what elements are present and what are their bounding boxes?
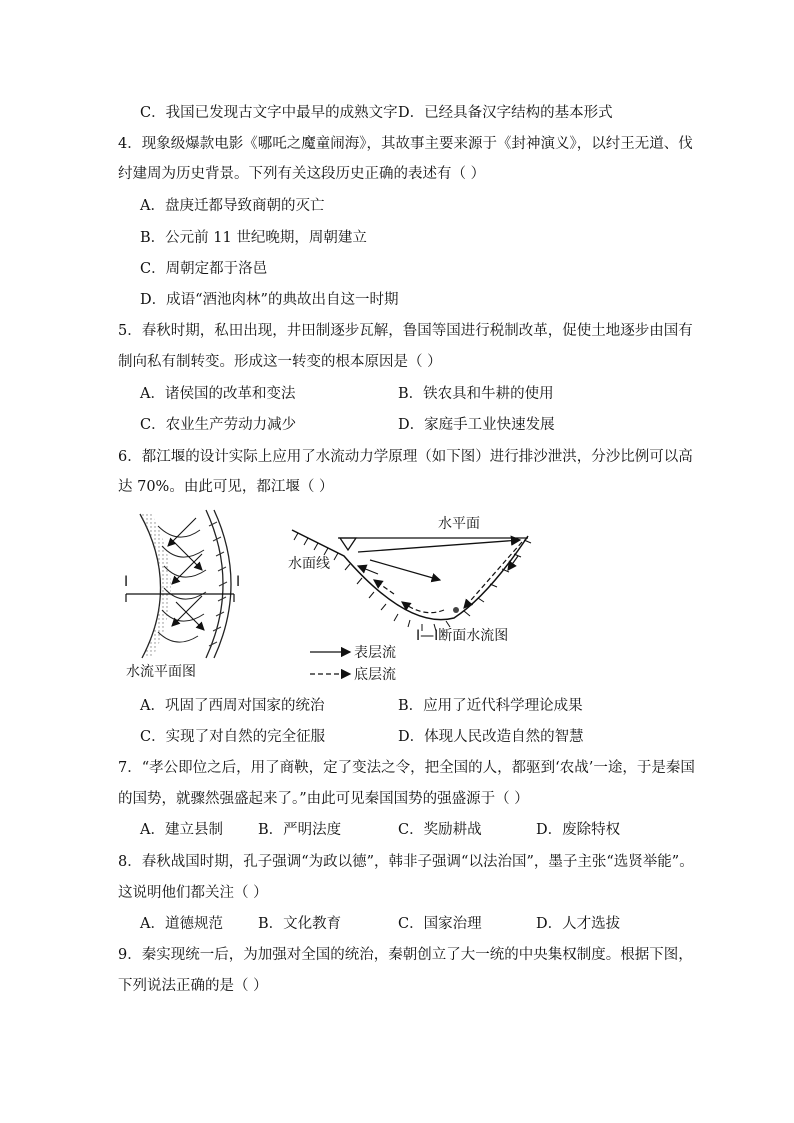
q5-option-a: A．诸侯国的改革和变法 [140, 386, 296, 402]
q3-option-c: C．我国已发现古文字中最早的成熟文字 [140, 105, 398, 121]
q5-option-d: D．家庭手工业快速发展 [398, 417, 555, 433]
q9-stem-line1: 9．秦实现统一后，为加强对全国的统治，秦朝创立了大一统的中央集权制度。根据下图， [118, 947, 693, 963]
plan-marker-right: I [236, 574, 241, 590]
q7-option-b: B．严明法度 [258, 822, 342, 838]
q4-stem-line1: 4．现象级爆款电影《哪吒之魔童闹海》，其故事主要来源于《封神演义》，以纣王无道、伐 [118, 136, 693, 152]
q6-option-c: C．实现了对自然的完全征服 [140, 729, 326, 745]
cross-section-diagram [288, 515, 531, 683]
q8-option-c: C．国家治理 [398, 916, 482, 932]
q7-option-c: C．奖励耕战 [398, 822, 482, 838]
q8-stem-line1: 8．春秋战国时期，孔子强调“为政以德”，韩非子强调“以法治国”，墨子主张“选贤举能”。 [118, 854, 694, 870]
q4-option-c: C．周朝定都于洛邑 [140, 261, 268, 277]
q6-option-a: A．巩固了西周对国家的统治 [140, 698, 325, 714]
q7-stem-line1: 7．“孝公即位之后，用了商鞅，定了变法之令，把全国的人，都驱到‘农战’一途，于是秦国 [118, 760, 695, 776]
q6-option-b: B．应用了近代科学理论成果 [398, 698, 583, 714]
q4-option-a: A．盘庚迁都导致商朝的灭亡 [140, 198, 325, 214]
q4-stem-line2: 纣建周为历史背景。下列有关这段历史正确的表述有（ ） [118, 166, 486, 182]
section-caption: I—I断面水流图 [416, 628, 509, 644]
q4-option-b: B．公元前 11 世纪晚期，周朝建立 [140, 230, 367, 246]
q5-option-b: B．铁农具和牛耕的使用 [398, 386, 554, 402]
dujiangyan-flow-figure [118, 506, 548, 686]
q5-stem-line1: 5．春秋时期，私田出现，井田制逐步瓦解，鲁国等国进行税制改革，促使土地逐步由国有 [118, 323, 693, 339]
plan-view-diagram [124, 510, 240, 680]
q8-option-b: B．文化教育 [258, 916, 342, 932]
water-level-label: 水平面 [438, 516, 480, 532]
q7-stem-line2: 的国势，就骤然强盛起来了。”由此可见秦国国势的强盛源于（ ） [118, 791, 529, 807]
q8-stem-line2: 这说明他们都关注（ ） [118, 885, 268, 901]
legend-bottom-label: 底层流 [354, 667, 396, 683]
q5-option-c: C．农业生产劳动力减少 [140, 417, 297, 433]
q5-stem-line2: 制向私有制转变。形成这一转变的根本原因是（ ） [118, 354, 442, 370]
q9-stem-line2: 下列说法正确的是（ ） [118, 978, 268, 994]
q6-stem-line1: 6．都江堰的设计实际上应用了水流动力学原理（如下图）进行排沙泄洪，分沙比例可以高 [118, 449, 693, 465]
q4-option-d: D．成语“酒池肉林”的典故出自这一时期 [140, 292, 399, 308]
q3-option-d: D．已经具备汉字结构的基本形式 [398, 105, 613, 121]
q8-option-d: D．人才选拔 [536, 916, 621, 932]
q6-stem-line2: 达 70%。由此可见，都江堰（ ） [118, 479, 334, 495]
legend-surface-label: 表层流 [354, 645, 396, 661]
plan-view-caption: 水流平面图 [126, 664, 196, 680]
water-line-label: 水面线 [288, 556, 330, 572]
plan-marker-left: I [124, 574, 129, 590]
q8-option-a: A．道德规范 [140, 916, 223, 932]
q7-option-a: A．建立县制 [140, 822, 223, 838]
q7-option-d: D．废除特权 [536, 822, 621, 838]
q6-option-d: D．体现人民改造自然的智慧 [398, 729, 584, 745]
